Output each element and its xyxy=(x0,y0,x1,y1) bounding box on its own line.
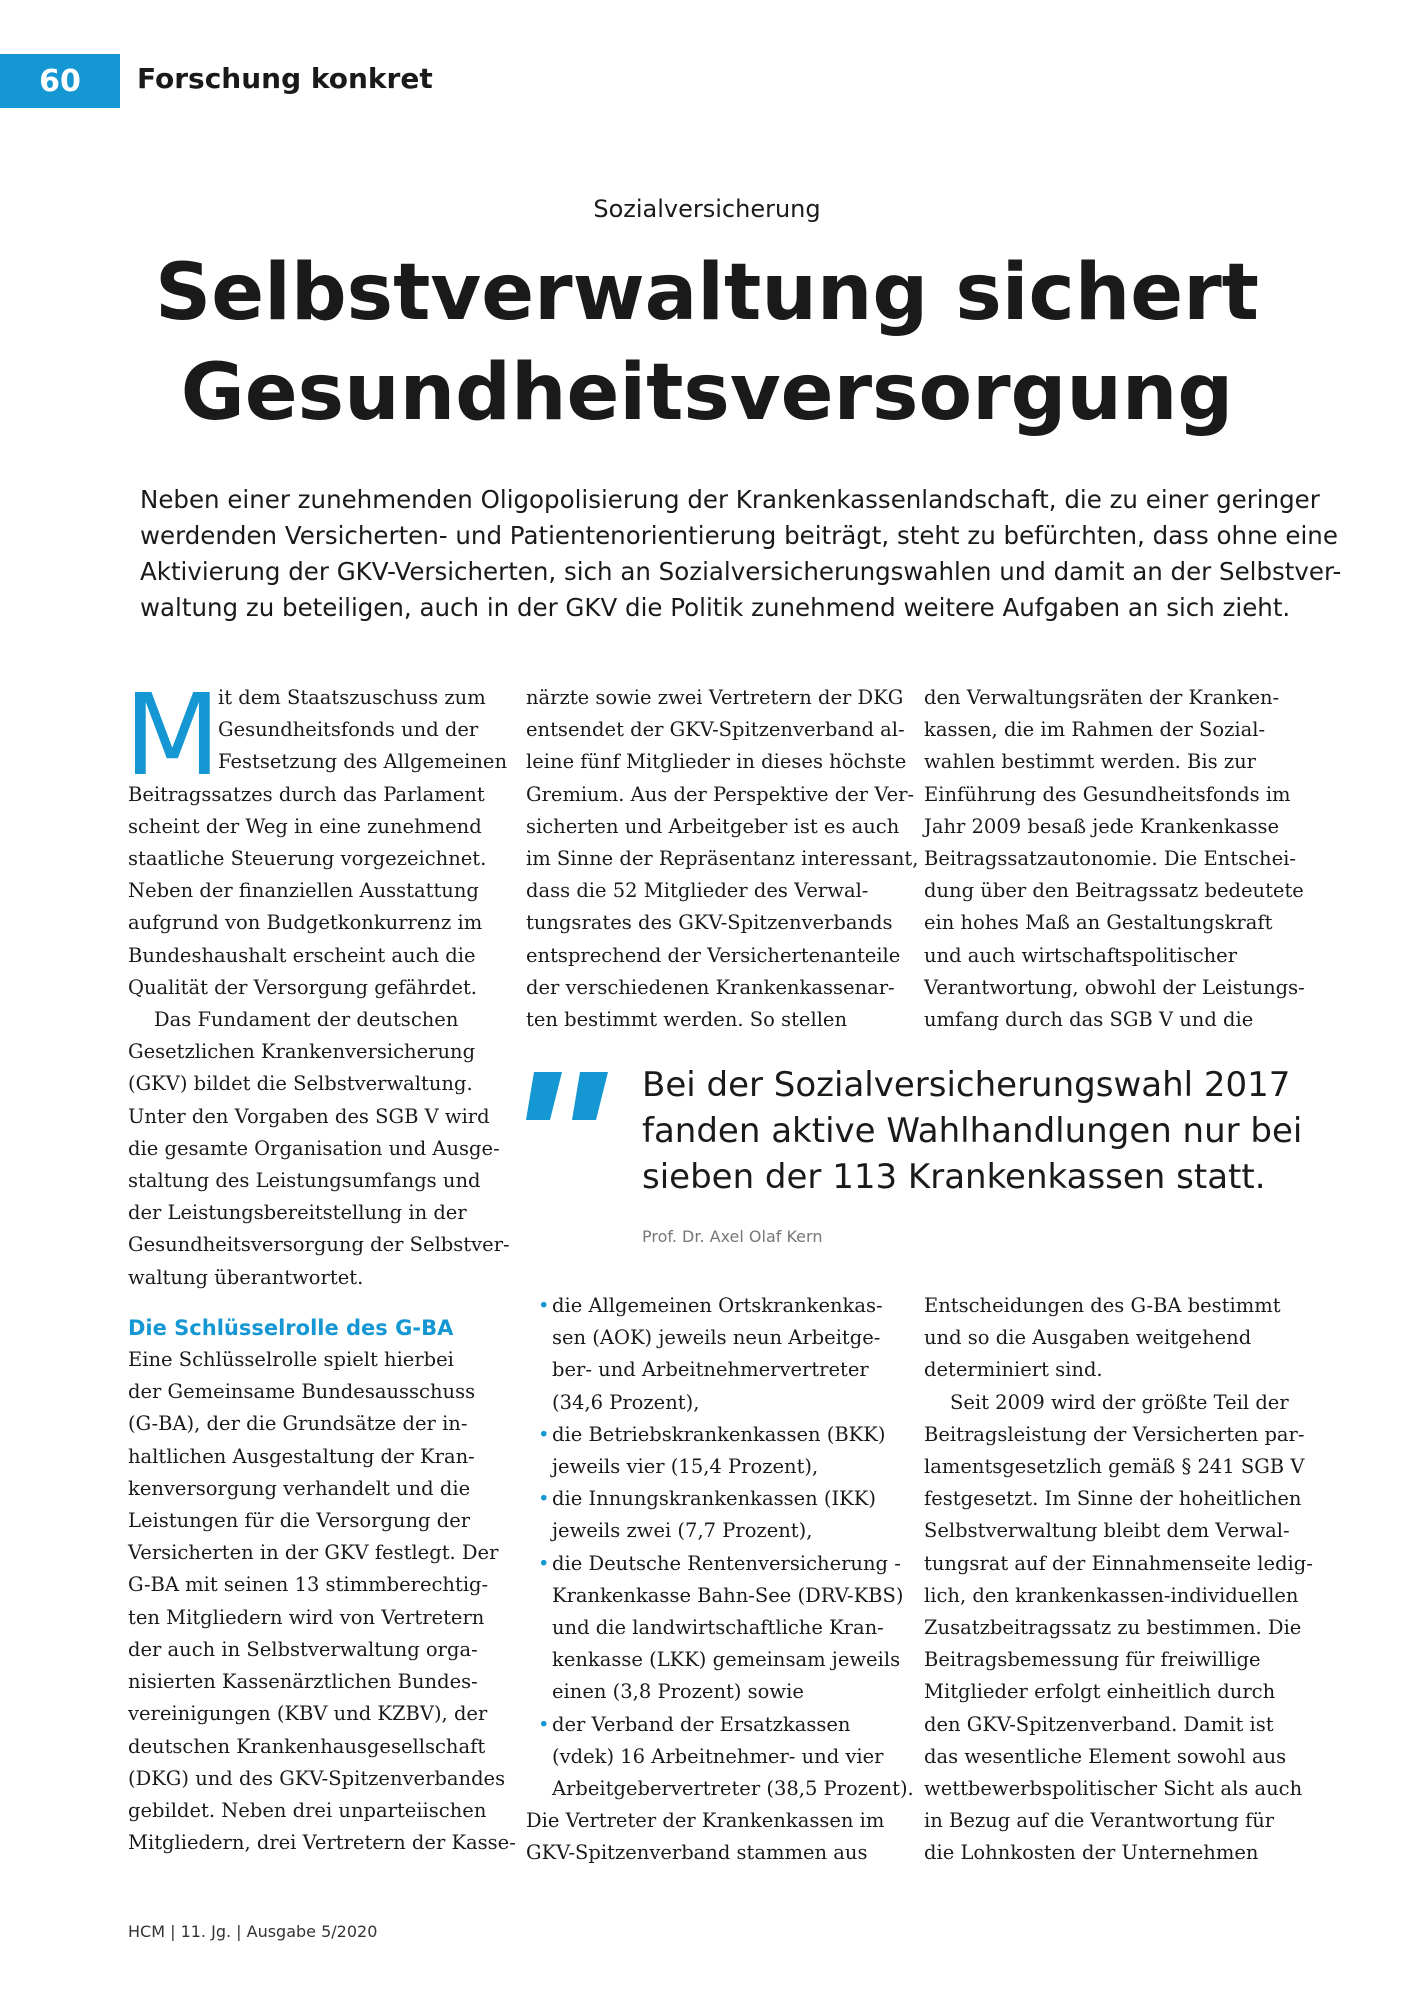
body-line: (G-BA), der die Grundsätze der in- xyxy=(128,1412,468,1436)
body-line: (DKG) und des GKV-Spitzenverbandes xyxy=(128,1766,506,1790)
body-line: ten bestimmt werden. So stellen xyxy=(526,1008,848,1032)
body-line: Beitragsbemessung für freiwillige xyxy=(924,1648,1261,1672)
body-line: nisierten Kassenärztlichen Bundes- xyxy=(128,1670,478,1694)
quote-line: sieben der 113 Krankenkassen statt. xyxy=(642,1157,1266,1197)
body-line: kenkasse (LKK) gemeinsam jeweils xyxy=(552,1648,901,1672)
body-line: die Betriebskrankenkassen (BKK) xyxy=(552,1422,886,1446)
body-line: staatliche Steuerung vorgezeichnet. xyxy=(128,847,487,871)
list-item xyxy=(526,1419,896,1483)
body-line: Leistungen für die Versorgung der xyxy=(128,1509,471,1533)
body-line: närzte sowie zwei Vertretern der DKG xyxy=(526,686,904,709)
body-line: determiniert sind. xyxy=(924,1358,1103,1382)
body-line: Seit 2009 wird der größte Teil der xyxy=(950,1390,1289,1414)
list-item xyxy=(526,1709,914,1806)
list-item xyxy=(526,1483,896,1547)
body-line: entsendet der GKV-Spitzenverband al- xyxy=(526,718,905,742)
list-item xyxy=(526,1290,896,1419)
bullet-icon: • xyxy=(538,1294,550,1317)
body-line: den Verwaltungsräten der Kranken- xyxy=(924,686,1280,709)
body-line: und so die Ausgaben weitgehend xyxy=(924,1326,1252,1350)
list-item xyxy=(526,1548,904,1709)
body-line: Mitgliedern, drei Vertretern der Kasse- xyxy=(128,1831,516,1855)
body-line: staltung des Leistungsumfangs und xyxy=(128,1169,481,1193)
lead-line: werdenden Versicherten- und Patientenorientierung beiträgt, steht zu befürchten, dass ohne eine xyxy=(140,521,1338,550)
body-line: Neben der finanziellen Ausstattung xyxy=(128,879,479,903)
body-line: Unter den Vorgaben des SGB V wird xyxy=(128,1104,490,1128)
body-line: Gesundheitsfonds und der xyxy=(218,718,479,742)
body-line: der Gemeinsame Bundesausschuss xyxy=(128,1380,476,1404)
body-line: wahlen bestimmt werden. Bis zur xyxy=(924,750,1256,774)
body-line: Entscheidungen des G-BA bestimmt xyxy=(924,1294,1281,1317)
column-2-top xyxy=(526,682,919,1036)
body-line: G-BA mit seinen 13 stimmberechtig- xyxy=(128,1573,489,1597)
body-line: Arbeitgebervertreter (38,5 Prozent). xyxy=(552,1777,914,1801)
body-line: (vdek) 16 Arbeitnehmer- und vier xyxy=(552,1744,884,1768)
body-line: der auch in Selbstverwaltung orga- xyxy=(128,1637,478,1661)
article-lead xyxy=(140,482,1342,626)
body-line: (GKV) bildet die Selbstverwaltung. xyxy=(128,1072,473,1096)
article-title xyxy=(0,243,1414,443)
body-line: ten Mitgliedern wird von Vertretern xyxy=(128,1605,485,1629)
body-line: kenversorgung verhandelt und die xyxy=(128,1476,471,1500)
body-line: Das Fundament der deutschen xyxy=(154,1008,459,1032)
bullet-icon: • xyxy=(538,1422,550,1446)
body-line: Beitragsleistung der Versicherten par- xyxy=(924,1422,1305,1446)
body-line: (34,6 Prozent), xyxy=(552,1390,700,1414)
body-line: GKV-Spitzenverband stammen aus xyxy=(526,1841,868,1865)
body-line: waltung überantwortet. xyxy=(128,1265,364,1289)
body-line: Zusatzbeitragssatz zu bestimmen. Die xyxy=(924,1616,1302,1640)
page-number: 60 xyxy=(0,54,120,108)
column-1 xyxy=(128,682,516,1859)
bullet-icon: • xyxy=(538,1487,550,1511)
quote-line: Bei der Sozialversicherungswahl 2017 xyxy=(642,1065,1291,1105)
body-line: ber- und Arbeitnehmervertreter xyxy=(552,1358,869,1382)
body-line: Gesetzlichen Krankenversicherung xyxy=(128,1040,476,1064)
bullet-icon: • xyxy=(538,1551,550,1575)
column-3-top xyxy=(924,682,1305,1036)
article-kicker: Sozialversicherung xyxy=(593,195,821,223)
body-line: Krankenkasse Bahn-See (DRV-KBS) xyxy=(552,1583,904,1607)
body-line: Gesundheitsversorgung der Selbstver- xyxy=(128,1233,510,1257)
drop-cap: M xyxy=(124,671,221,801)
body-line: Qualität der Versorgung gefährdet. xyxy=(128,975,477,999)
body-line: deutschen Krankenhausgesellschaft xyxy=(128,1734,486,1758)
body-line: die Lohnkosten der Unternehmen xyxy=(924,1841,1259,1865)
body-line: kassen, die im Rahmen der Sozial- xyxy=(924,718,1266,742)
body-line: Jahr 2009 besaß jede Krankenkasse xyxy=(924,814,1280,838)
body-line: Festsetzung des Allgemeinen xyxy=(218,750,508,774)
body-line: aufgrund von Budgetkonkurrenz im xyxy=(128,911,483,935)
column-2-bottom xyxy=(526,1290,914,1870)
body-line: Beitragssatzes durch das Parlament xyxy=(128,782,485,806)
body-line: in Bezug auf die Verantwortung für xyxy=(924,1809,1275,1833)
body-line: Bundeshaushalt erscheint auch die xyxy=(128,943,476,967)
body-line: Mitglieder erfolgt einheitlich durch xyxy=(924,1680,1276,1704)
body-line: it dem Staatszuschuss zum xyxy=(218,686,486,709)
body-line: dung über den Beitragssatz bedeutete xyxy=(924,879,1304,903)
body-line: lich, den krankenkassen-individuellen xyxy=(924,1583,1299,1607)
body-line: die Innungskrankenkassen (IKK) xyxy=(552,1487,876,1511)
body-line: entsprechend der Versichertenanteile xyxy=(526,943,901,967)
body-line: Beitragssatzautonomie. Die Entschei- xyxy=(924,847,1296,871)
title-line: Gesundheitsversorgung xyxy=(180,348,1234,438)
body-line: scheint der Weg in eine zunehmend xyxy=(128,814,482,838)
body-line: Selbstverwaltung bleibt dem Verwal- xyxy=(924,1519,1290,1543)
body-line: sicherten und Arbeitgeber ist es auch xyxy=(526,814,900,838)
quote-mark-icon xyxy=(522,1062,622,1142)
lead-line: Aktivierung der GKV-Versicherten, sich an Sozialversicherungswahlen und damit an der Selbstver- xyxy=(140,557,1342,586)
body-line: Gremium. Aus der Perspektive der Ver- xyxy=(526,782,915,806)
body-line: vereinigungen (KBV und KZBV), der xyxy=(128,1702,488,1726)
body-line: gebildet. Neben drei unparteiischen xyxy=(128,1798,487,1822)
body-line: wettbewerbspolitischer Sicht als auch xyxy=(924,1777,1303,1801)
body-line: festgesetzt. Im Sinne der hoheitlichen xyxy=(924,1487,1302,1511)
bullet-icon: • xyxy=(538,1712,550,1736)
body-line: jeweils zwei (7,7 Prozent), xyxy=(552,1519,813,1543)
section-name: Forschung konkret xyxy=(137,62,433,95)
quote-author: Prof. Dr. Axel Olaf Kern xyxy=(642,1227,823,1246)
body-line: und auch wirtschaftspolitischer xyxy=(924,943,1238,967)
body-line: und die landwirtschaftliche Kran- xyxy=(552,1616,884,1640)
body-line: tungsrates des GKV-Spitzenverbands xyxy=(526,911,893,935)
page-footer: HCM | 11. Jg. | Ausgabe 5/2020 xyxy=(128,1922,378,1941)
body-line: leine fünf Mitglieder in dieses höchste xyxy=(526,750,907,774)
lead-line: waltung zu beteiligen, auch in der GKV die Politik zunehmend weitere Aufgaben an sich zieht. xyxy=(140,593,1291,622)
body-line: der Leistungsbereitstellung in der xyxy=(128,1201,467,1225)
body-line: ein hohes Maß an Gestaltungskraft xyxy=(924,911,1273,935)
body-line: der verschiedenen Krankenkassenar- xyxy=(526,975,895,999)
body-line: einen (3,8 Prozent) sowie xyxy=(552,1680,804,1704)
body-line: jeweils vier (15,4 Prozent), xyxy=(552,1455,819,1479)
pull-quote xyxy=(642,1062,1302,1200)
body-line: den GKV-Spitzenverband. Damit ist xyxy=(924,1712,1274,1736)
body-line: Verantwortung, obwohl der Leistungs- xyxy=(924,975,1305,999)
body-line: der Verband der Ersatzkassen xyxy=(552,1712,851,1736)
body-line: die Deutsche Rentenversicherung - xyxy=(552,1551,901,1575)
title-line: Selbstverwaltung sichert xyxy=(155,248,1259,338)
body-line: Einführung des Gesundheitsfonds im xyxy=(924,782,1291,806)
section-subhead: Die Schlüsselrolle des G-BA xyxy=(128,1315,454,1340)
body-line: das wesentliche Element sowohl aus xyxy=(924,1744,1287,1768)
body-line: tungsrat auf der Einnahmenseite ledig- xyxy=(924,1551,1313,1575)
body-line: Die Vertreter der Krankenkassen im xyxy=(526,1809,885,1833)
column-3-bottom xyxy=(924,1290,1313,1870)
body-line: die gesamte Organisation und Ausge- xyxy=(128,1136,500,1160)
body-line: sen (AOK) jeweils neun Arbeitge- xyxy=(552,1326,881,1350)
body-line: dass die 52 Mitglieder des Verwal- xyxy=(526,879,869,903)
lead-line: Neben einer zunehmenden Oligopolisierung der Krankenkassenlandschaft, die zu einer geringer xyxy=(140,485,1320,514)
body-line: haltlichen Ausgestaltung der Kran- xyxy=(128,1444,475,1468)
body-line: umfang durch das SGB V und die xyxy=(924,1008,1254,1032)
body-line: Eine Schlüsselrolle spielt hierbei xyxy=(128,1348,454,1372)
body-line: Versicherten in der GKV festlegt. Der xyxy=(128,1541,499,1565)
body-line: lamentsgesetzlich gemäß § 241 SGB V xyxy=(924,1455,1305,1479)
quote-line: fanden aktive Wahlhandlungen nur bei xyxy=(642,1111,1303,1151)
body-line: die Allgemeinen Ortskrankenkas- xyxy=(552,1294,883,1317)
body-line: im Sinne der Repräsentanz interessant, xyxy=(526,847,919,871)
